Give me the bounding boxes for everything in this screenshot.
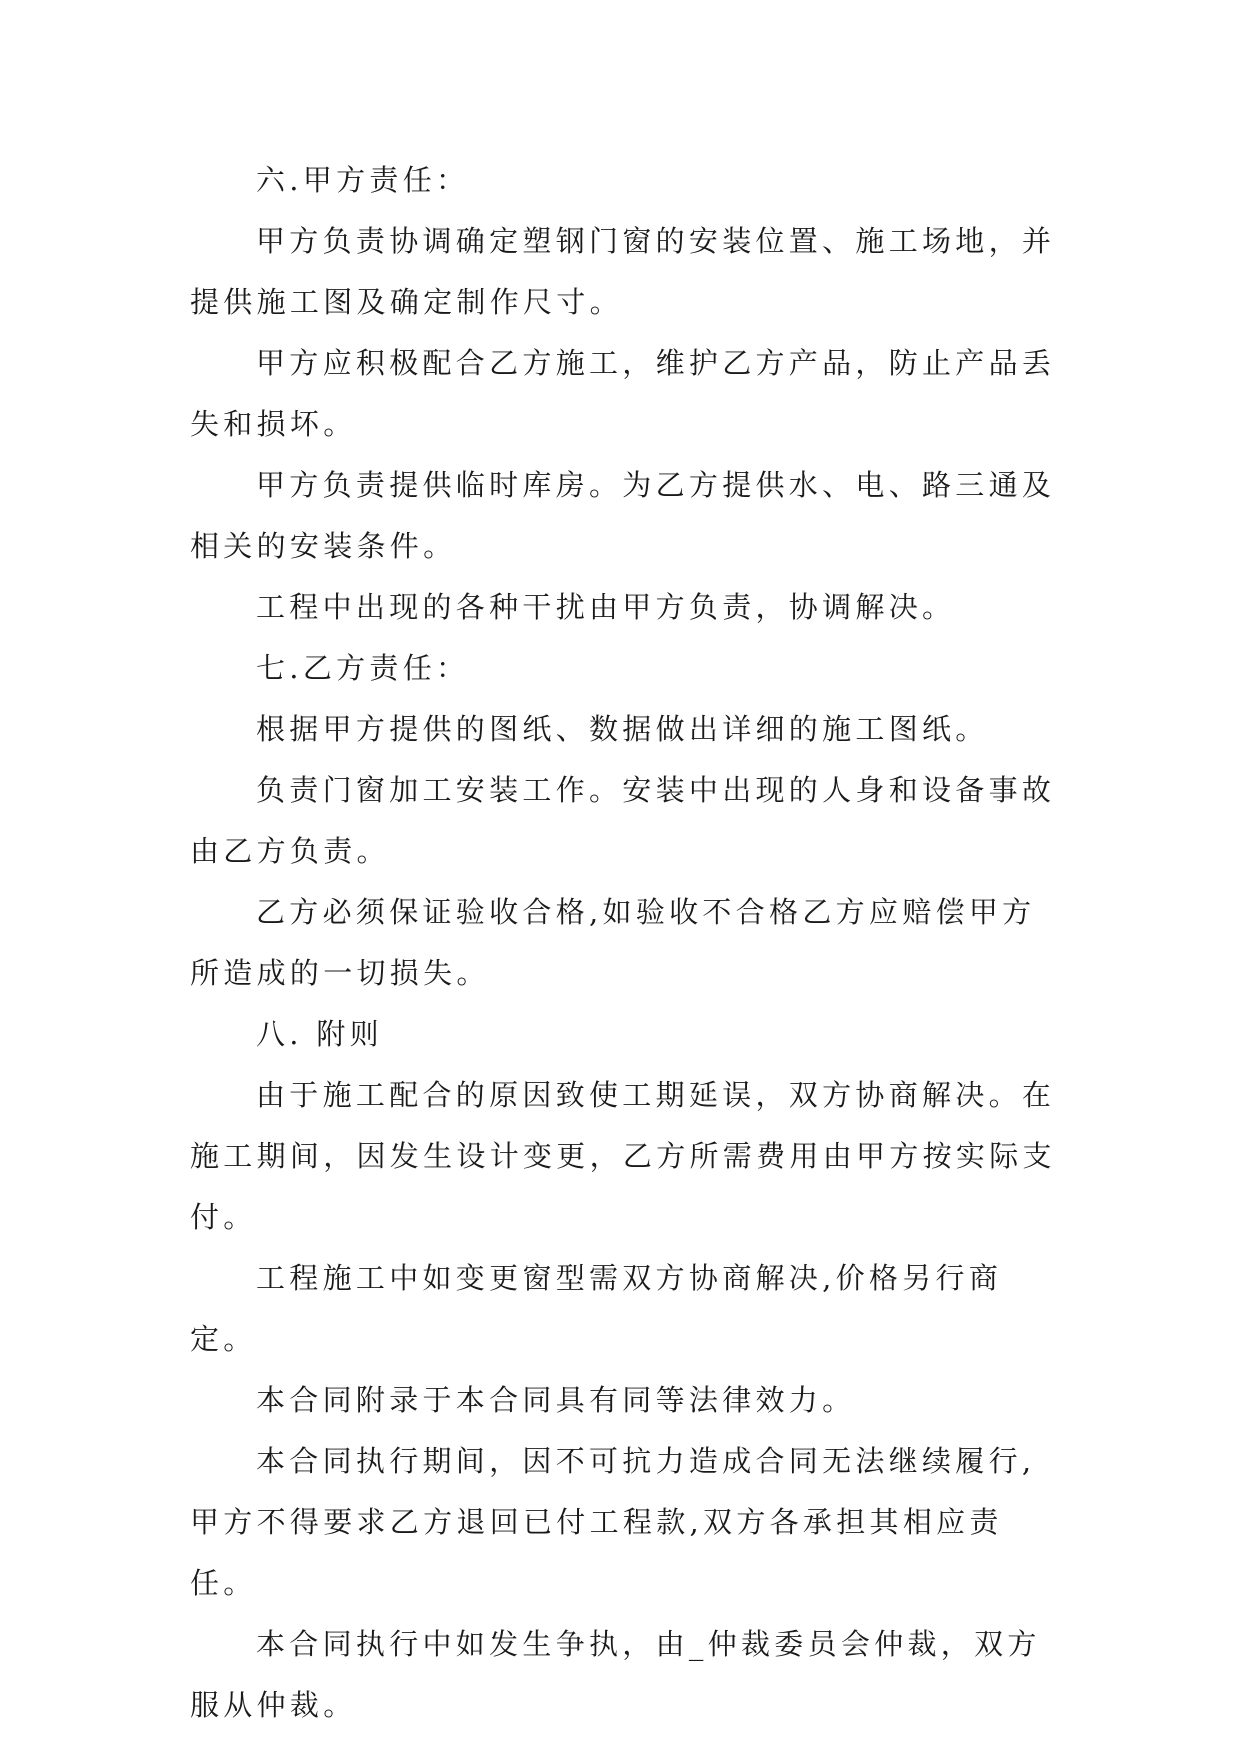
paragraph: 负责门窗加工安装工作。安装中出现的人身和设备事故由乙方负责。 xyxy=(190,773,1056,868)
paragraph: 本合同附录于本合同具有同等法律效力。 xyxy=(256,1383,856,1417)
paragraph: 由于施工配合的原因致使工期延误，双方协商解决。在施工期间，因发生设计变更，乙方所需费用由甲方按实际支付。 xyxy=(190,1078,1056,1234)
paragraph: 甲方负责提供临时库房。为乙方提供水、电、路三通及相关的安装条件。 xyxy=(190,468,1056,563)
paragraph: 乙方必须保证验收合格,如验收不合格乙方应赔偿甲方所造成的一切损失。 xyxy=(190,895,1036,990)
paragraph: 本合同执行期间，因不可抗力造成合同无法继续履行,甲方不得要求乙方退回已付工程款,双方各承担其相应责任。 xyxy=(190,1444,1036,1600)
document-body xyxy=(190,150,1060,1736)
section-heading-supplementary: 八. 附则 xyxy=(256,1017,383,1051)
section-heading-party-a: 六.甲方责任： xyxy=(256,163,470,197)
section-heading-party-b: 七.乙方责任： xyxy=(256,651,470,685)
paragraph: 根据甲方提供的图纸、数据做出详细的施工图纸。 xyxy=(256,712,989,746)
paragraph: 工程施工中如变更窗型需双方协商解决,价格另行商定。 xyxy=(190,1261,1003,1356)
paragraph: 甲方应积极配合乙方施工，维护乙方产品，防止产品丢失和损坏。 xyxy=(190,346,1056,441)
paragraph: 甲方负责协调确定塑钢门窗的安装位置、施工场地，并提供施工图及确定制作尺寸。 xyxy=(190,224,1056,319)
paragraph: 本合同执行中如发生争执，由_仲裁委员会仲裁，双方服从仲裁。 xyxy=(190,1627,1041,1722)
paragraph: 工程中出现的各种干扰由甲方负责，协调解决。 xyxy=(256,590,956,624)
